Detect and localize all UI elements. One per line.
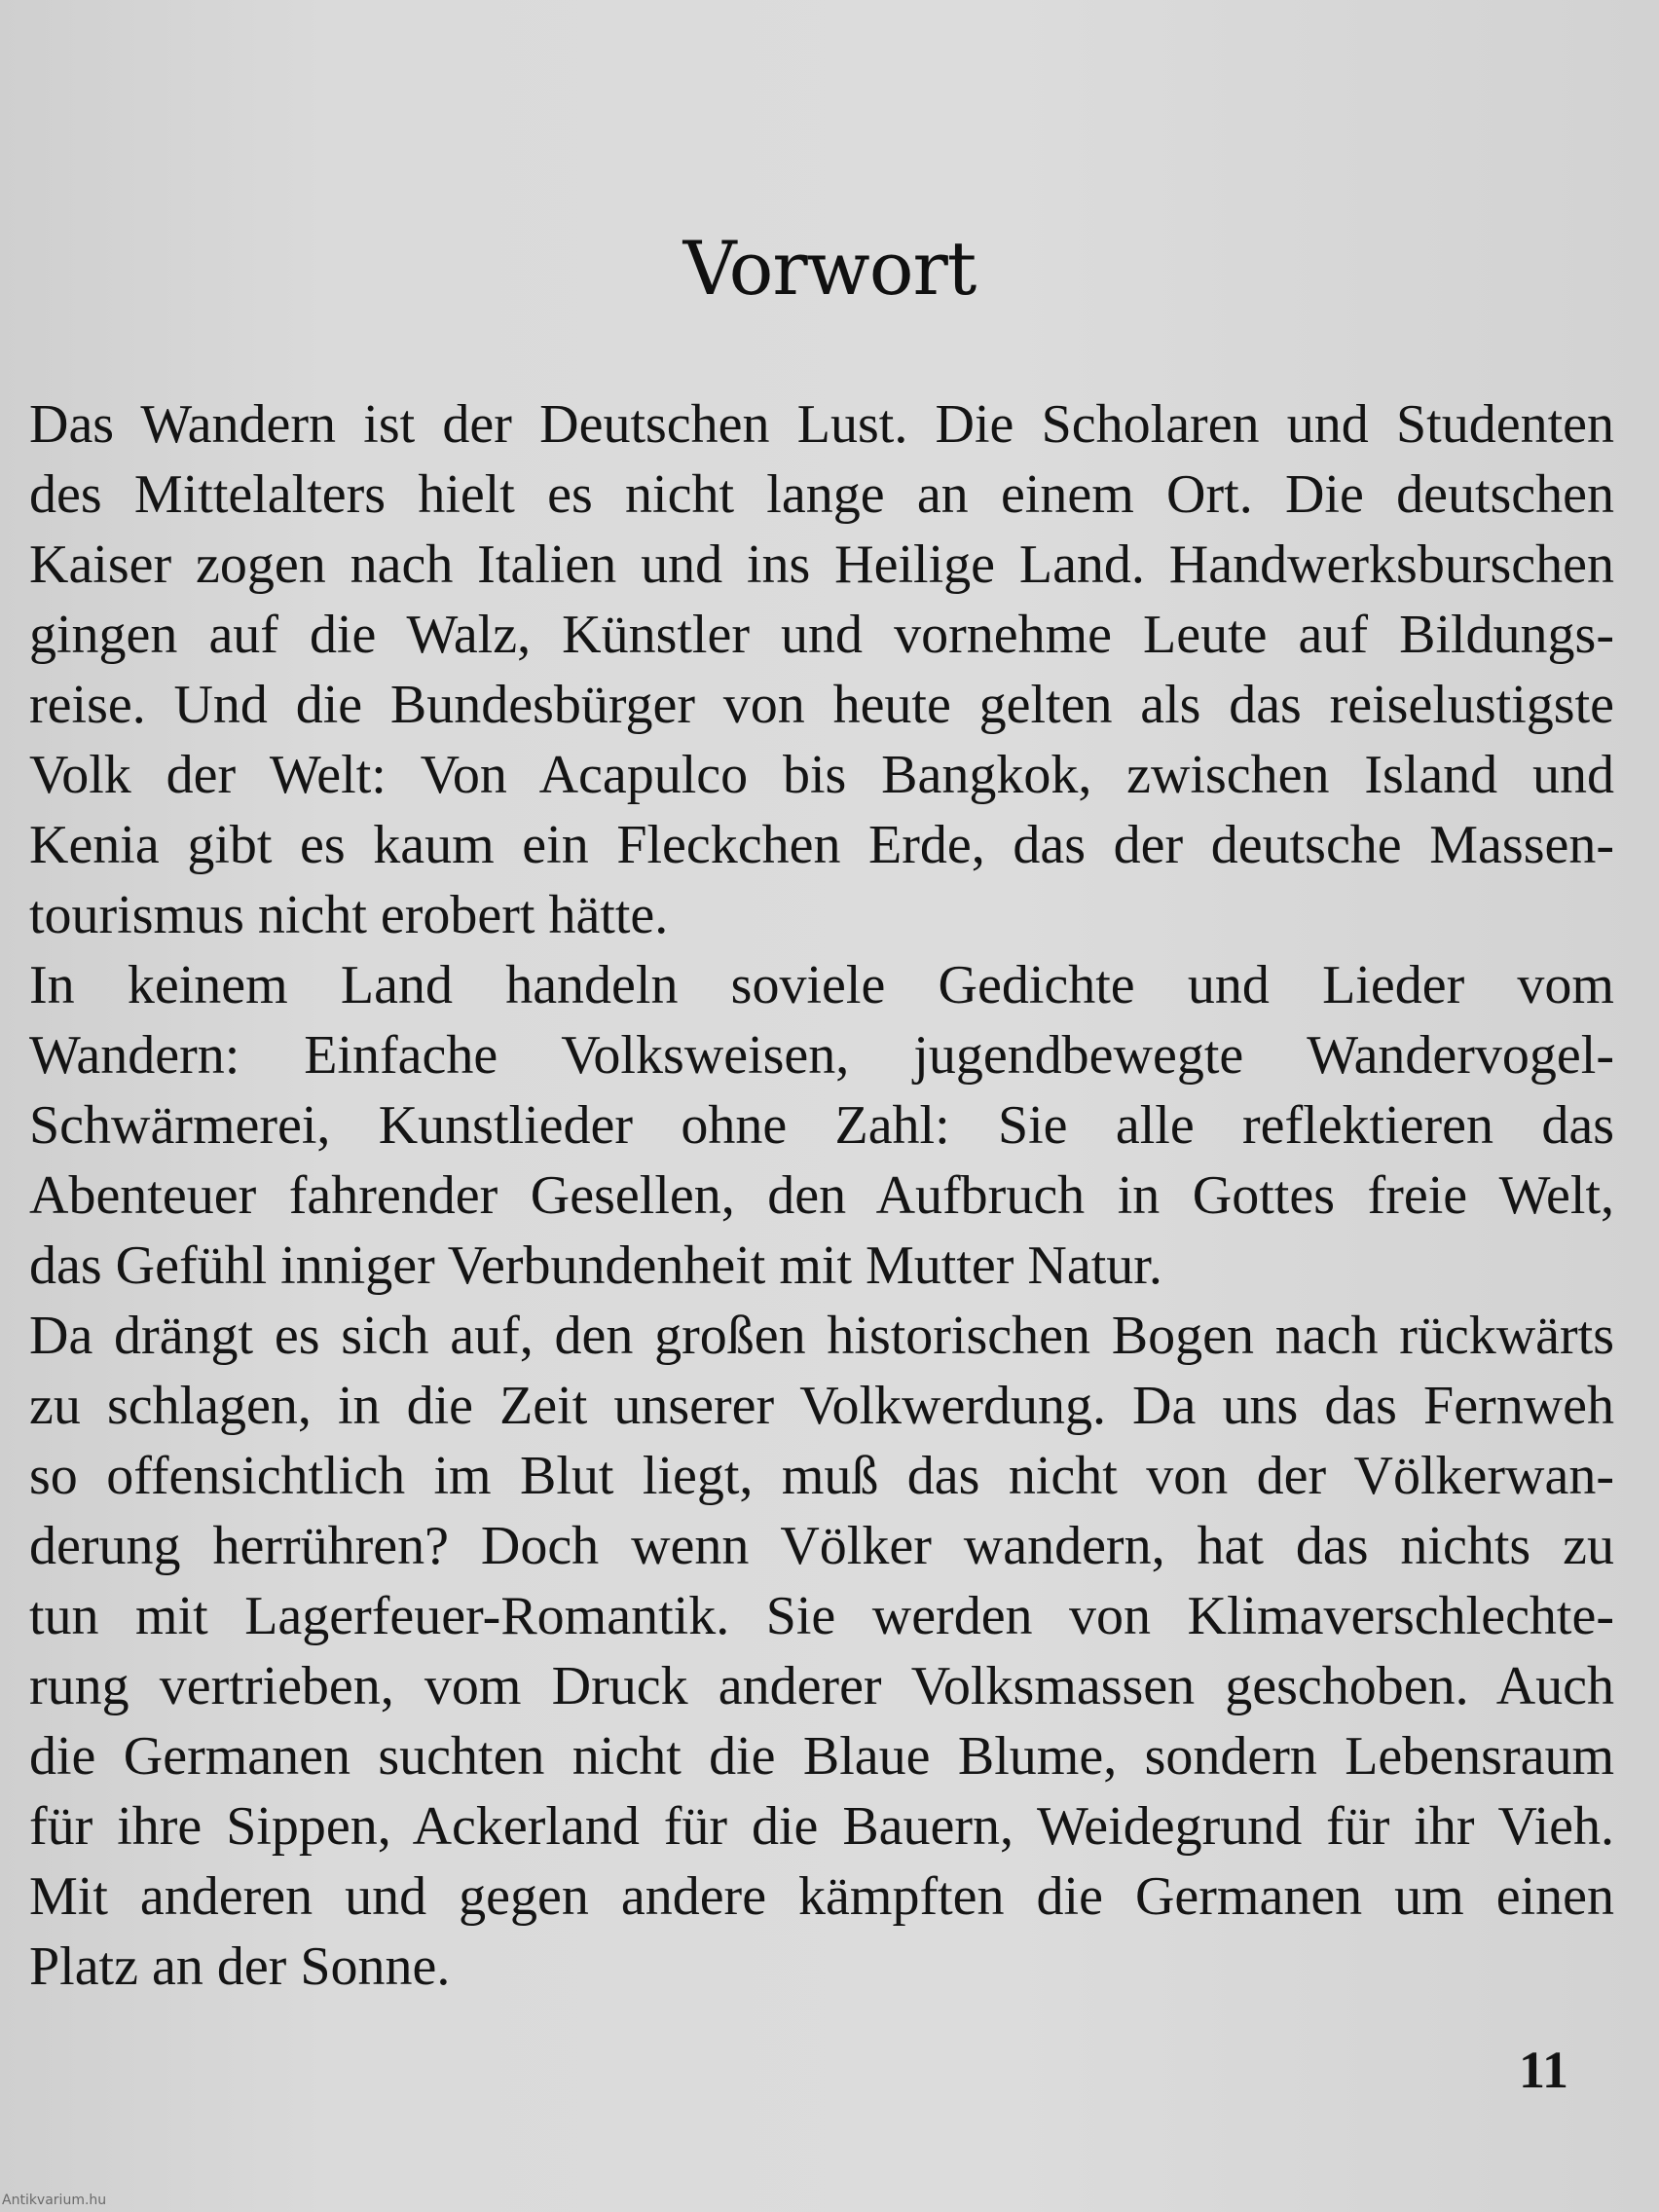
text-line: die Germanen suchten nicht die Blaue Blume, sondern Lebensraum <box>29 1726 1614 1787</box>
text-line: Kenia gibt es kaum ein Fleckchen Erde, das der deutsche Massen- <box>29 815 1614 875</box>
text-line: Kaiser zogen nach Italien und ins Heilige Land. Handwerksburschen <box>29 535 1614 595</box>
page-number: 11 <box>1519 2041 1569 2099</box>
text-line: für ihre Sippen, Ackerland für die Bauern, Weidegrund für ihr Vieh. <box>29 1796 1614 1857</box>
text-line: Schwärmerei, Kunstlieder ohne Zahl: Sie alle reflektieren das <box>29 1095 1614 1156</box>
body-text <box>29 389 1614 2002</box>
text-line: reise. Und die Bundesbürger von heute gelten als das reiselustigste <box>29 675 1614 735</box>
watermark: Antikvarium.hu <box>2 2193 107 2208</box>
text-line: Abenteuer fahrender Gesellen, den Aufbruch in Gottes freie Welt, <box>29 1165 1614 1226</box>
text-line: Mit anderen und gegen andere kämpften die Germanen um einen <box>29 1866 1614 1927</box>
text-line: Wandern: Einfache Volksweisen, jugendbewegte Wandervogel- <box>29 1025 1614 1086</box>
text-line: derung herrühren? Doch wenn Völker wandern, hat das nichts zu <box>29 1516 1614 1576</box>
text-line: In keinem Land handeln soviele Gedichte und Lieder vom <box>29 955 1614 1015</box>
text-line: des Mittelalters hielt es nicht lange an einem Ort. Die deutschen <box>29 464 1614 525</box>
text-line: tun mit Lagerfeuer-Romantik. Sie werden von Klimaverschlechte- <box>29 1586 1614 1646</box>
text-line: Das Wandern ist der Deutschen Lust. Die Scholaren und Studenten <box>29 394 1614 455</box>
text-line: das Gefühl inniger Verbundenheit mit Mutter Natur. <box>29 1235 1162 1296</box>
page-title: Vorwort <box>682 224 977 312</box>
text-line: Da drängt es sich auf, den großen historischen Bogen nach rückwärts <box>29 1306 1614 1366</box>
text-line: tourismus nicht erobert hätte. <box>29 885 669 945</box>
text-line: gingen auf die Walz, Künstler und vornehme Leute auf Bildungs- <box>29 605 1614 665</box>
text-line: Platz an der Sonne. <box>29 1936 451 1997</box>
text-line: Volk der Welt: Von Acapulco bis Bangkok, zwischen Island und <box>29 745 1614 805</box>
text-line: zu schlagen, in die Zeit unserer Volkwerdung. Da uns das Fernweh <box>29 1376 1614 1436</box>
text-line: rung vertrieben, vom Druck anderer Volksmassen geschoben. Auch <box>29 1656 1614 1716</box>
text-line: so offensichtlich im Blut liegt, muß das nicht von der Völkerwan- <box>29 1446 1614 1506</box>
